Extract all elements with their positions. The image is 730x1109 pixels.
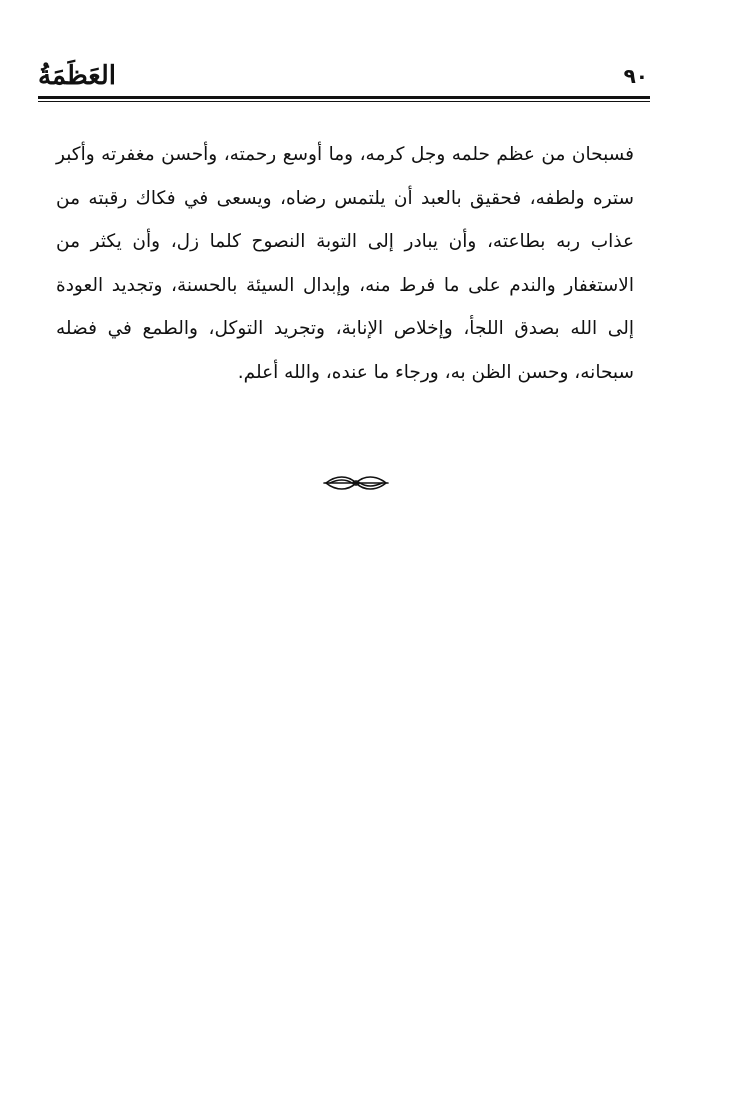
header-rule-thick <box>38 96 650 99</box>
running-title: العَظَمَةُ <box>38 61 116 91</box>
body-paragraph: فسبحان من عظم حلمه وجل كرمه، وما أوسع رحمته، وأحسن مغفرته وأكبر ستره ولطفه، فحقيق بالعبد أن يلتمس رضاه، ويسعى في فكاك رقبته من عذاب ربه بطاعته، وأن يبادر إلى التوبة النصوح كلما زل، وأن يكثر من الاستغفار والندم على ما فرط منه، وإبدال السيئة بالحسنة، وتجديد العودة إلى الله بصدق اللجأ، وإخلاص الإنابة، وتجريد التوكل، والطمع في فضله سبحانه، وحسن الظن به، ورجاء ما عنده، والله أعلم. <box>56 144 634 383</box>
flourish-divider-svg <box>322 472 390 494</box>
flourish-divider-icon <box>322 472 390 494</box>
page-header <box>38 60 648 96</box>
header-rule-thin <box>38 101 650 102</box>
page-number: ٩٠ <box>623 64 648 88</box>
